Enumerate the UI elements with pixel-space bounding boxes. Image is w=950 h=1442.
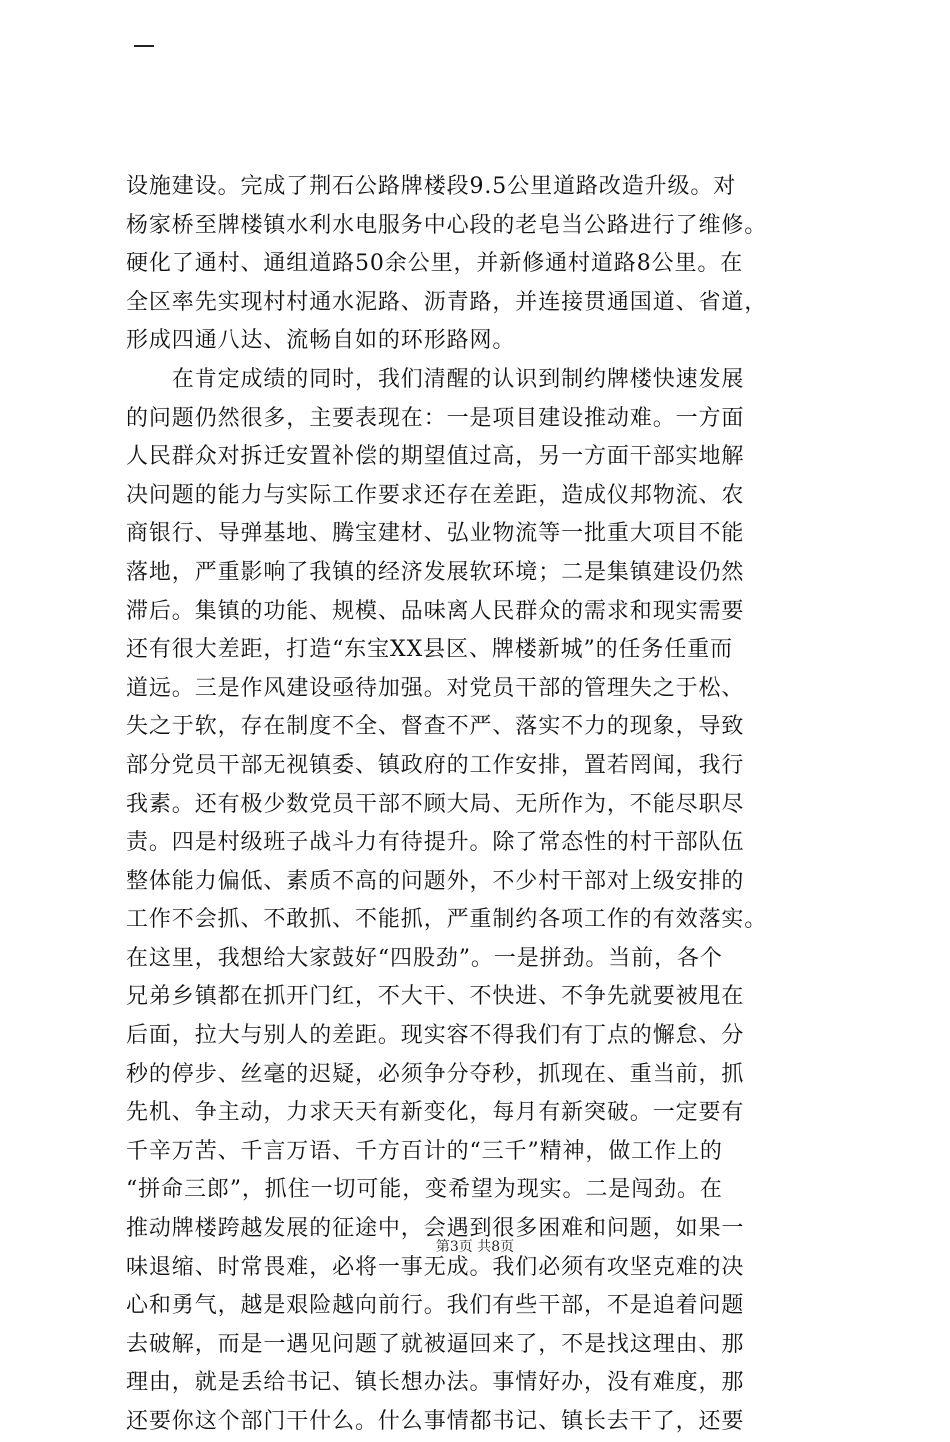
text-line: 后面，拉大与别人的差距。现实容不得我们有丁点的懈怠、分	[126, 1023, 745, 1049]
text-line: 整体能力偏低、素质不高的问题外，不少村干部对上级安排的	[126, 868, 745, 894]
text-line: 决问题的能力与实际工作要求还存在差距，造成仪邦物流、农	[126, 482, 745, 508]
text-line: 还有很大差距，打造“东宝XX县区、牌楼新城”的任务任重而	[126, 637, 734, 663]
page-footer	[0, 1236, 950, 1256]
text-line: 兄弟乡镇都在抓开门红，不大干、不快进、不争先就要被甩在	[126, 984, 745, 1010]
text-line: 推动牌楼跨越发展的征途中，会遇到很多困难和问题，如果一	[126, 1216, 745, 1242]
text-line: 在肯定成绩的同时，我们清醒的认识到制约牌楼快速发展	[126, 366, 745, 392]
text-line: 我素。还有极少数党员干部不顾大局、无所作为，不能尽职尽	[126, 791, 745, 817]
text-line: 先机、争主动，力求天天有新变化，每月有新突破。一定要有	[126, 1100, 745, 1126]
text-line: 道远。三是作风建设亟待加强。对党员干部的管理失之于松、	[126, 675, 745, 701]
top-rule-mark	[134, 45, 154, 47]
text-line: 商银行、导弹基地、腾宝建材、弘业物流等一批重大项目不能	[126, 521, 745, 547]
text-line: 杨家桥至牌楼镇水利水电服务中心段的老皂当公路进行了维修。	[126, 212, 768, 238]
page-number-label: 第3页 共8页	[435, 1239, 515, 1255]
text-line: 硬化了通村、通组道路50余公里，并新修通村道路8公里。在	[126, 251, 744, 277]
text-line: 还要你这个部门干什么。什么事情都书记、镇长去干了，还要	[126, 1409, 745, 1434]
text-line: 设施建设。完成了荆石公路牌楼段9.5公里道路改造升级。对	[126, 174, 737, 199]
text-line: 落地，严重影响了我镇的经济发展软环境；二是集镇建设仍然	[126, 559, 745, 585]
text-line: “拼命三郎”，抓住一切可能，变希望为现实。二是闯劲。在	[126, 1177, 723, 1203]
text-line: 全区率先实现村村通水泥路、沥青路，并连接贯通国道、省道，	[126, 289, 768, 315]
text-line: 工作不会抓、不敢抓、不能抓，严重制约各项工作的有效落实。	[126, 907, 768, 933]
text-line: 千辛万苦、千言万语、千方百计的“三千”精神，做工作上的	[126, 1138, 723, 1164]
text-line: 的问题仍然很多，主要表现在：一是项目建设推动难。一方面	[126, 405, 745, 431]
text-line: 去破解，而是一遇见问题了就被逼回来了，不是找这理由、那	[126, 1331, 745, 1357]
text-line: 形成四通八达、流畅自如的环形路网。	[126, 328, 516, 354]
text-line: 秒的停步、丝毫的迟疑，必须争分夺秒，抓现在、重当前，抓	[126, 1061, 745, 1087]
text-line: 味退缩、时常畏难，必将一事无成。我们必须有攻坚克难的决	[126, 1254, 745, 1280]
text-line: 心和勇气，越是艰险越向前行。我们有些干部，不是追着问题	[126, 1293, 745, 1319]
text-line: 在这里，我想给大家鼓好“四股劲”。一是拼劲。当前，各个	[126, 945, 723, 971]
text-line: 责。四是村级班子战斗力有待提升。除了常态性的村干部队伍	[126, 830, 745, 856]
text-line: 失之于软，存在制度不全、督查不严、落实不力的现象，导致	[126, 714, 745, 740]
text-line: 人民群众对拆迁安置补偿的期望值过高，另一方面干部实地解	[126, 444, 745, 470]
text-line: 部分党员干部无视镇委、镇政府的工作安排，置若罔闻，我行	[126, 752, 745, 778]
text-line: 理由，就是丢给书记、镇长想办法。事情好办，没有难度，那	[126, 1370, 745, 1396]
text-line: 滞后。集镇的功能、规模、品味离人民群众的需求和现实需要	[126, 598, 745, 624]
